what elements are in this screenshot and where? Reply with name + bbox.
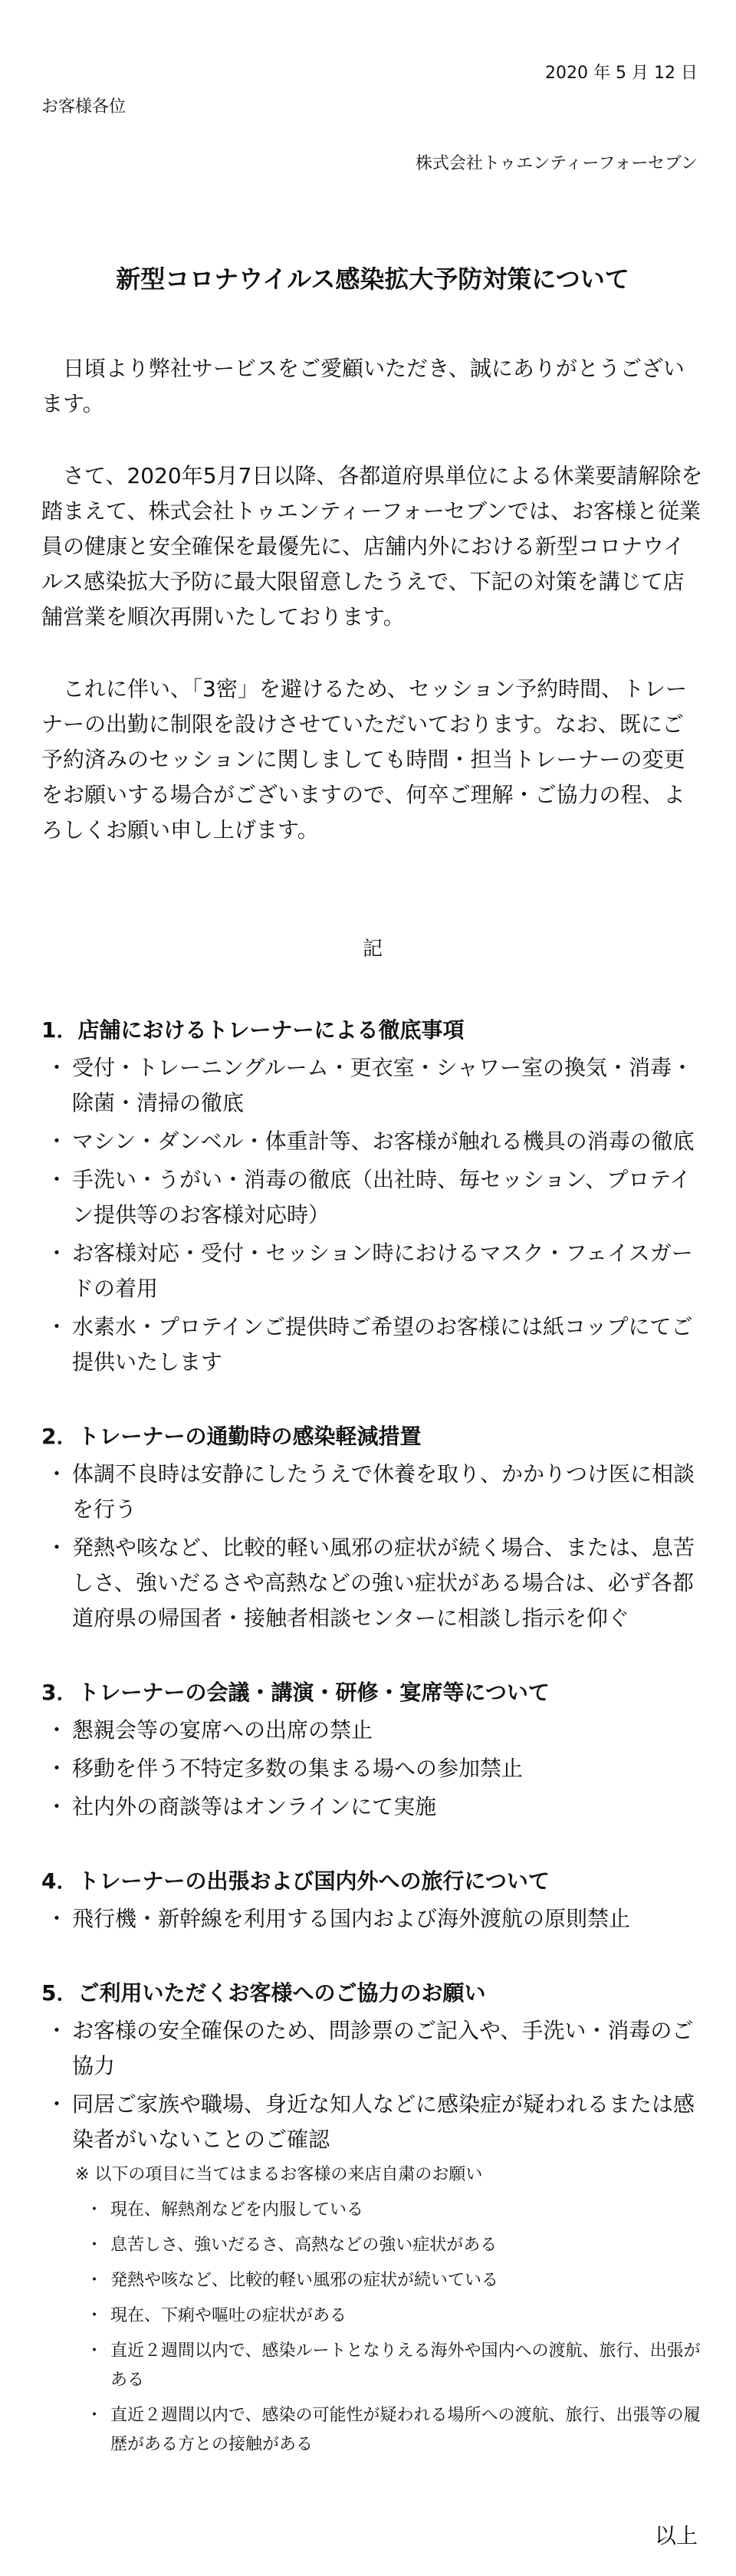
ki-marker: 記 bbox=[362, 938, 383, 961]
bullet-mark: ・ bbox=[86, 2236, 104, 2255]
document-title: 新型コロナウイルス感染拡大予防対策について bbox=[116, 264, 629, 294]
section-heading: 2．トレーナーの通勤時の感染軽減措置 bbox=[41, 1424, 422, 1449]
list-item bbox=[41, 1530, 704, 1636]
list-item bbox=[41, 1162, 704, 1233]
bullet-mark: ・ bbox=[46, 1129, 68, 1154]
bullet-mark: ・ bbox=[86, 2271, 104, 2290]
list-item bbox=[83, 2337, 704, 2395]
section-heading: 3．トレーナーの会議・講演・研修・宴席等について bbox=[41, 1680, 550, 1705]
item-text: お客様対応・受付・セッション時におけるマスク・フェイスガードの着用 bbox=[72, 1240, 693, 1301]
list-item bbox=[41, 1713, 704, 1748]
item-text: 発熱や咳など、比較的軽い風邪の症状が続く場合、または、息苦しさ、強いだるさや高熱などの強い症状がある場合は、必ず各都道府県の帰国者・接触者相談センターに相談し指示を仰ぐ bbox=[72, 1535, 695, 1631]
section-store-measures bbox=[41, 1014, 704, 1380]
item-text: 現在、解熱剤などを内服している bbox=[110, 2200, 364, 2220]
closing-mark: 以上 bbox=[654, 2523, 698, 2548]
item-list bbox=[41, 2013, 704, 2157]
list-item bbox=[41, 1789, 704, 1825]
bullet-mark: ・ bbox=[46, 1906, 68, 1931]
note-title: ※ 以下の項目に当てはまるお客様の来店自粛のお願い bbox=[75, 2165, 483, 2184]
section-heading: 4．トレーナーの出張および国内外への旅行について bbox=[41, 1868, 550, 1894]
item-text: 体調不良時は安静にしたうえで休養を取り、かかりつけ医に相談を行う bbox=[72, 1461, 695, 1522]
bullet-mark: ・ bbox=[46, 1240, 68, 1266]
measures-list bbox=[41, 1014, 704, 2459]
list-item bbox=[41, 1050, 704, 1121]
item-text: 発熱や咳など、比較的軽い風邪の症状が続いている bbox=[110, 2271, 499, 2290]
item-text: 手洗い・うがい・消毒の徹底（出社時、毎セッション、プロテイン提供等のお客様対応時） bbox=[72, 1167, 692, 1227]
list-item bbox=[83, 2401, 704, 2459]
item-list bbox=[41, 1713, 704, 1825]
item-text: 現在、下痢や嘔吐の症状がある bbox=[110, 2306, 347, 2325]
intro-paragraph-2: さて、2020年5月7日以降、各都道府県単位による休業要請解除を踏まえて、株式会社トゥエンティーフォーセブンでは、お客様と従業員の健康と安全確保を最優先に、店舗内外における新型コロナウイルス感染拡大予防に最大限留意したうえで、下記の対策を講じて店舗営業を順次再開いたしております。 bbox=[41, 463, 703, 629]
list-item bbox=[83, 2266, 704, 2295]
intro-paragraph-3: これに伴い、「3密」を避けるため、セッション予約時間、トレーナーの出勤に制限を設けさせていただいております。なお、既にご予約済みのセッションに関しましても時間・担当トレーナーの変更をお願いする場合がございますので、何卒ご理解・ご協力の程、よろしくお願い申し上げます。 bbox=[41, 676, 688, 843]
list-item bbox=[83, 2231, 704, 2260]
item-text: 直近２週間以内で、感染の可能性が疑われる場所への渡航、旅行、出張等の履歴がある方との接触がある bbox=[110, 2406, 701, 2454]
list-item bbox=[41, 1236, 704, 1306]
list-item bbox=[41, 2013, 704, 2084]
bullet-mark: ・ bbox=[46, 1535, 68, 1560]
item-text: 受付・トレーニングルーム・更衣室・シャワー室の換気・消毒・除菌・清掃の徹底 bbox=[72, 1055, 694, 1116]
document-date: 2020 年 5 月 12 日 bbox=[545, 64, 698, 83]
bullet-mark: ・ bbox=[86, 2406, 104, 2425]
item-text: 移動を伴う不特定多数の集まる場への参加禁止 bbox=[72, 1756, 524, 1781]
bullet-mark: ・ bbox=[86, 2200, 104, 2220]
bullet-mark: ・ bbox=[46, 2018, 68, 2043]
list-item bbox=[41, 2087, 704, 2157]
bullet-mark: ・ bbox=[86, 2341, 104, 2361]
bullet-mark: ・ bbox=[46, 1167, 68, 1192]
section-commute-measures bbox=[41, 1420, 704, 1636]
item-text: 水素水・プロテインご提供時ご希望のお客様には紙コップにてご提供いたします bbox=[72, 1314, 693, 1375]
list-item bbox=[83, 2302, 704, 2331]
intro-paragraph-1: 日頃より弊社サービスをご愛顧いただき、誠にありがとうございます。 bbox=[41, 356, 685, 416]
item-text: 飛行機・新幹線を利用する国内および海外渡航の原則禁止 bbox=[72, 1906, 631, 1931]
company-name: 株式会社トゥエンティーフォーセブン bbox=[415, 154, 698, 173]
bullet-mark: ・ bbox=[86, 2306, 104, 2325]
list-item bbox=[41, 1751, 704, 1786]
bullet-mark: ・ bbox=[46, 2091, 68, 2117]
item-text: 社内外の商談等はオンラインにて実施 bbox=[72, 1794, 437, 1819]
bullet-mark: ・ bbox=[46, 1794, 68, 1819]
list-item bbox=[41, 1901, 704, 1937]
bullet-mark: ・ bbox=[46, 1461, 68, 1487]
note-list bbox=[75, 2196, 704, 2459]
item-list bbox=[41, 1050, 704, 1380]
section-heading: 1．店舗におけるトレーナーによる徹底事項 bbox=[41, 1017, 465, 1043]
refrain-note bbox=[41, 2160, 704, 2459]
item-text: 同居ご家族や職場、身近な知人などに感染症が疑われるまたは感染者がいないことのご確認 bbox=[72, 2091, 695, 2152]
item-list bbox=[41, 1457, 704, 1636]
bullet-mark: ・ bbox=[46, 1314, 68, 1339]
item-text: 息苦しさ、強いだるさ、高熱などの強い症状がある bbox=[110, 2236, 498, 2255]
list-item bbox=[41, 1309, 704, 1380]
section-customer-requests bbox=[41, 1976, 704, 2459]
item-list bbox=[41, 1901, 704, 1937]
item-text: 直近２週間以内で、感染ルートとなりえる海外や国内への渡航、旅行、出張がある bbox=[110, 2341, 701, 2390]
item-text: お客様の安全確保のため、問診票のご記入や、手洗い・消毒のご協力 bbox=[72, 2018, 694, 2078]
item-text: マシン・ダンベル・体重計等、お客様が触れる機具の消毒の徹底 bbox=[72, 1129, 695, 1154]
bullet-mark: ・ bbox=[46, 1717, 68, 1743]
list-item bbox=[83, 2196, 704, 2225]
list-item bbox=[41, 1124, 704, 1159]
item-text: 懇親会等の宴席への出席の禁止 bbox=[72, 1717, 373, 1743]
section-travel bbox=[41, 1865, 704, 1937]
bullet-mark: ・ bbox=[46, 1756, 68, 1781]
section-meetings bbox=[41, 1676, 704, 1825]
section-heading: 5．ご利用いただくお客様へのご協力のお願い bbox=[41, 1980, 486, 2006]
list-item bbox=[41, 1457, 704, 1527]
bullet-mark: ・ bbox=[46, 1055, 68, 1080]
recipient-line: お客様各位 bbox=[41, 97, 127, 117]
